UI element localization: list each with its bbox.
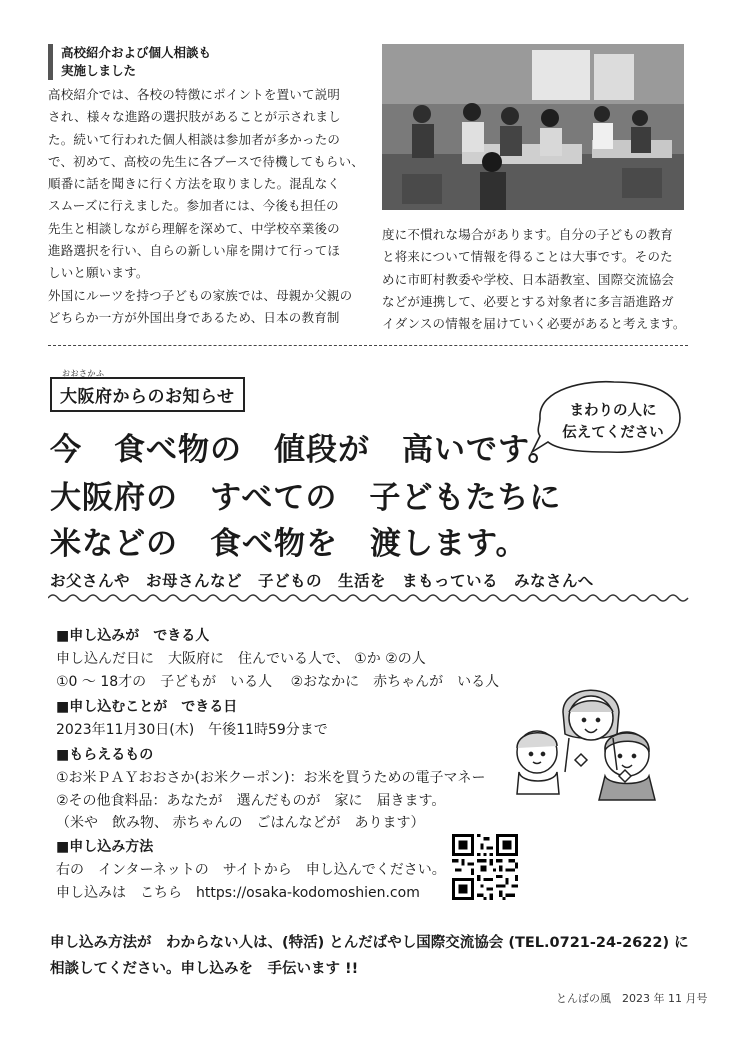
headline-line1: 今 食べ物の 値段が 高いです。 [50,432,560,468]
text-line: 度に不慣れな場合があります。自分の子どもの教育 [382,227,674,242]
wavy-divider [48,592,690,604]
qr-code[interactable] [452,834,518,900]
text-line: しいと願います。 [48,265,149,281]
text-line: で、初めて、高校の先生に各ブースで待機してもらい、 [48,153,365,169]
right-column-text [382,224,688,335]
text-line: 先生と相談しながら理解を深めて、中学校卒業後の [48,220,340,236]
consultation-photo [382,44,684,210]
eligibility-line1: 申し込んだ日に 大阪府に 住んでいる人で、 ①か ②の人 [56,651,426,667]
section-heading [48,44,351,80]
audience-line: お父さんや お母さんなど 子どもの 生活を まもっている みなさんへ [50,572,594,590]
ruby-text: おおさかふ [62,369,105,378]
left-column-text [48,84,370,329]
text-line: され、様々な進路の選択肢があることが示されまし [48,109,341,125]
text-line: どちらか一方が外国出身であるため、日本の教育制 [48,309,340,325]
text-line: た。続いて行われた個人相談は参加者が多かったの [48,131,341,147]
text-line: 高校紹介では、各校の特徴にポイントを置いて説明 [48,87,341,102]
text-line: 進路選択を行い、自らの新しい扉を開けて行ってほ [48,243,341,259]
text-line: めに市町村教委や学校、日本語教室、国際交流協会 [382,271,675,287]
footer-issue: とんばの風 2023 年 11 月号 [556,992,708,1005]
text-line: スムーズに行えました。参加者には、今後も担任の [48,198,339,214]
apply-url-line[interactable]: 申し込みは こちら https://osaka-kodomoshien.com [56,885,420,901]
benefit-examples: （米や 飲み物、 赤ちゃんの ごはんなどが あります） [56,815,425,831]
headline-line2: 大阪府の すべての 子どもたちに [50,480,562,516]
headline-line3: 米などの 食べ物を 渡します。 [50,526,528,562]
text-line: イダンスの情報を届けていく必要があると考えます。 [382,316,686,332]
contact-note [50,930,700,982]
osaka-notice-label: 大阪府からのお知らせ [60,387,235,407]
benefit-other-food: ②その他食料品：あなたが 選んだものが 家に 届きます。 [56,793,446,809]
eligibility-line2: ①0 ～ 18才の 子どもが いる人 ②おなかに 赤ちゃんが いる人 [56,674,500,690]
apply-method-heading: ■申し込み方法 [56,839,154,855]
section-divider [48,345,688,346]
section-heading-line2: 実施しました [61,63,137,78]
text-line: と将来について情報を得ることは大事です。そのた [382,249,673,265]
bubble-line1: まわりの人に [569,403,657,419]
deadline-heading: ■申し込むことが できる日 [56,699,238,715]
contact-note-line2: 相談してください。申し込みを 手伝います !! [50,961,359,977]
deadline-text: 2023年11月30日(木) 午後11時59分まで [56,722,328,738]
eligibility-heading: ■申し込みが できる人 [56,628,210,644]
children-illustration [505,672,675,802]
text-line: 外国にルーツを持つ子どもの家族では、母親か父親の [48,287,353,303]
osaka-notice-tag [50,369,245,412]
contact-note-line1: 申し込み方法が わからない人は、(特活) とんだばやし国際交流協会 (TEL.0721-24-2622) に [50,935,689,951]
text-line: などが連携して、必要とする対象者に多言語進路ガ [382,293,674,309]
section-heading-line1: 高校紹介および個人相談も [61,45,212,60]
bubble-text [543,400,683,444]
benefits-heading: ■もらえるもの [56,747,154,763]
text-line: 順番に話を聞きに行く方法を取りました。混乱なく [48,176,341,192]
apply-method-line1: 右の インターネットの サイトから 申し込んでください。 [56,862,446,878]
benefit-rice-pay: ①お米ＰＡＹおおさか(お米クーポン)：お米を買うための電子マネー [56,770,486,786]
bubble-line2: 伝えてください [562,425,664,441]
